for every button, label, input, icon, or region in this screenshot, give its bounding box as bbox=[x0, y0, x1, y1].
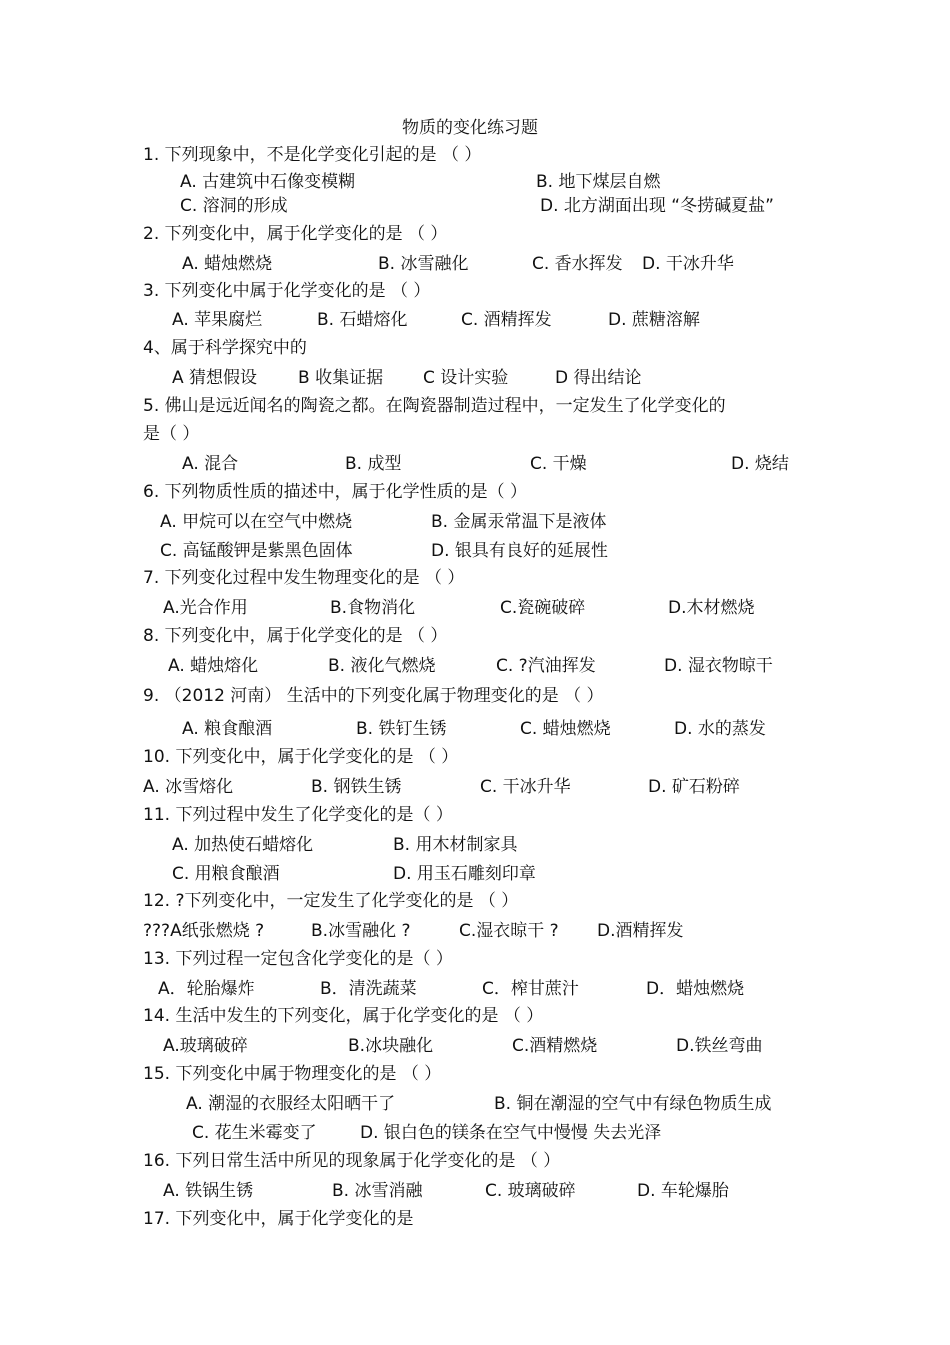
question-4-option-a: A 猜想假设 bbox=[172, 368, 258, 388]
question-1-option-d: D. 北方湖面出现 “冬捞碱夏盐” bbox=[540, 196, 774, 216]
question-10-option-c: C. 干冰升华 bbox=[480, 777, 571, 797]
question-14-option-c: C.酒精燃烧 bbox=[512, 1036, 598, 1056]
question-2-stem: 2. 下列变化中，属于化学变化的是 （ ） bbox=[143, 224, 448, 244]
question-6-option-d: D. 银具有良好的延展性 bbox=[431, 541, 608, 561]
question-5-stem: 5. 佛山是远近闻名的陶瓷之都。在陶瓷器制造过程中，一定发生了化学变化的 bbox=[143, 396, 726, 416]
question-15-option-d: D. 银白色的镁条在空气中慢慢 失去光泽 bbox=[360, 1123, 662, 1143]
question-2-option-a: A. 蜡烛燃烧 bbox=[182, 254, 273, 274]
question-7-stem: 7. 下列变化过程中发生物理变化的是 （ ） bbox=[143, 568, 465, 588]
question-4-option-b: B 收集证据 bbox=[298, 368, 384, 388]
question-6-option-b: B. 金属汞常温下是液体 bbox=[431, 512, 607, 532]
question-10-option-b: B. 钢铁生锈 bbox=[311, 777, 402, 797]
question-8-option-b: B. 液化气燃烧 bbox=[328, 656, 436, 676]
question-11-stem: 11. 下列过程中发生了化学变化的是（ ） bbox=[143, 805, 453, 825]
question-12-option-d: D.酒精挥发 bbox=[597, 921, 684, 941]
question-14-option-d: D.铁丝弯曲 bbox=[676, 1036, 763, 1056]
question-1-stem: 1. 下列现象中，不是化学变化引起的是 （ ） bbox=[143, 145, 482, 165]
question-7-option-b: B.食物消化 bbox=[330, 598, 416, 618]
question-12-option-c: C.湿衣晾干 ? bbox=[459, 921, 559, 941]
question-8-option-c: C. ?汽油挥发 bbox=[496, 656, 596, 676]
question-6-stem: 6. 下列物质性质的描述中，属于化学性质的是（ ） bbox=[143, 482, 528, 502]
question-17-stem: 17. 下列变化中，属于化学变化的是 bbox=[143, 1209, 414, 1229]
question-15-option-b: B. 铜在潮湿的空气中有绿色物质生成 bbox=[494, 1094, 772, 1114]
question-8-option-d: D. 湿衣物晾干 bbox=[664, 656, 773, 676]
question-9-stem: 9. （2012 河南） 生活中的下列变化属于物理变化的是 （ ） bbox=[143, 686, 604, 706]
question-15-option-a: A. 潮湿的衣服经太阳晒干了 bbox=[186, 1094, 396, 1114]
question-14-option-b: B.冰块融化 bbox=[348, 1036, 434, 1056]
question-16-option-a: A. 铁锅生锈 bbox=[163, 1181, 254, 1201]
question-4-option-d: D 得出结论 bbox=[555, 368, 642, 388]
question-12-option-b: B.冰雪融化 ? bbox=[311, 921, 411, 941]
question-13-stem: 13. 下列过程一定包含化学变化的是（ ） bbox=[143, 949, 453, 969]
question-10-stem: 10. 下列变化中，属于化学变化的是 （ ） bbox=[143, 747, 459, 767]
question-5-stem-continued: 是（ ） bbox=[143, 424, 200, 444]
question-7-option-a: A.光合作用 bbox=[163, 598, 248, 618]
question-6-option-a: A. 甲烷可以在空气中燃烧 bbox=[160, 512, 353, 532]
question-5-option-b: B. 成型 bbox=[345, 454, 402, 474]
question-6-option-c: C. 高锰酸钾是紫黑色固体 bbox=[160, 541, 353, 561]
question-10-option-d: D. 矿石粉碎 bbox=[648, 777, 740, 797]
question-13-option-c: C．榨甘蔗汁 bbox=[482, 979, 579, 999]
question-3-stem: 3. 下列变化中属于化学变化的是 （ ） bbox=[143, 281, 431, 301]
question-1-option-a: A. 古建筑中石像变模糊 bbox=[180, 172, 356, 192]
question-16-option-d: D. 车轮爆胎 bbox=[637, 1181, 729, 1201]
question-7-option-c: C.瓷碗破碎 bbox=[500, 598, 586, 618]
question-3-option-c: C. 酒精挥发 bbox=[461, 310, 552, 330]
question-9-option-d: D. 水的蒸发 bbox=[674, 719, 766, 739]
question-5-option-a: A. 混合 bbox=[182, 454, 239, 474]
question-5-option-c: C. 干燥 bbox=[530, 454, 587, 474]
page-title: 物质的变化练习题 bbox=[402, 118, 538, 138]
question-15-option-c: C. 花生米霉变了 bbox=[192, 1123, 317, 1143]
question-9-option-c: C. 蜡烛燃烧 bbox=[520, 719, 611, 739]
question-8-option-a: A. 蜡烛熔化 bbox=[168, 656, 259, 676]
question-4-stem: 4、属于科学探究中的 bbox=[143, 338, 307, 358]
question-8-stem: 8. 下列变化中，属于化学变化的是 （ ） bbox=[143, 626, 448, 646]
question-7-option-d: D.木材燃烧 bbox=[668, 598, 755, 618]
question-12-stem: 12. ?下列变化中，一定发生了化学变化的是 （ ） bbox=[143, 891, 519, 911]
question-2-option-b: B. 冰雪融化 bbox=[378, 254, 469, 274]
question-9-option-a: A. 粮食酿酒 bbox=[182, 719, 273, 739]
question-11-option-c: C. 用粮食酿酒 bbox=[172, 864, 280, 884]
question-13-option-a: A．轮胎爆炸 bbox=[158, 979, 255, 999]
question-3-option-b: B. 石蜡熔化 bbox=[317, 310, 408, 330]
question-11-option-b: B. 用木材制家具 bbox=[393, 835, 518, 855]
question-11-option-a: A. 加热使石蜡熔化 bbox=[172, 835, 314, 855]
question-2-option-c: C. 香水挥发 bbox=[532, 254, 623, 274]
question-13-option-d: D．蜡烛燃烧 bbox=[646, 979, 745, 999]
question-9-option-b: B. 铁钉生锈 bbox=[356, 719, 447, 739]
question-16-option-b: B. 冰雪消融 bbox=[332, 1181, 423, 1201]
question-3-option-a: A. 苹果腐烂 bbox=[172, 310, 263, 330]
question-4-option-c: C 设计实验 bbox=[423, 368, 509, 388]
question-15-stem: 15. 下列变化中属于物理变化的是 （ ） bbox=[143, 1064, 442, 1084]
question-14-stem: 14. 生活中发生的下列变化，属于化学变化的是 （ ） bbox=[143, 1006, 544, 1026]
question-13-option-b: B．清洗蔬菜 bbox=[320, 979, 417, 999]
question-2-option-d: D. 干冰升华 bbox=[642, 254, 734, 274]
question-16-stem: 16. 下列日常生活中所见的现象属于化学变化的是 （ ） bbox=[143, 1151, 561, 1171]
question-14-option-a: A.玻璃破碎 bbox=[163, 1036, 248, 1056]
question-16-option-c: C. 玻璃破碎 bbox=[485, 1181, 576, 1201]
question-1-option-b: B. 地下煤层自燃 bbox=[536, 172, 661, 192]
question-10-option-a: A. 冰雪熔化 bbox=[143, 777, 234, 797]
question-12-option-a: ???A纸张燃烧 ? bbox=[143, 921, 265, 941]
question-5-option-d: D. 烧结 bbox=[731, 454, 789, 474]
question-11-option-d: D. 用玉石雕刻印章 bbox=[393, 864, 536, 884]
question-1-option-c: C. 溶洞的形成 bbox=[180, 196, 288, 216]
question-3-option-d: D. 蔗糖溶解 bbox=[608, 310, 700, 330]
